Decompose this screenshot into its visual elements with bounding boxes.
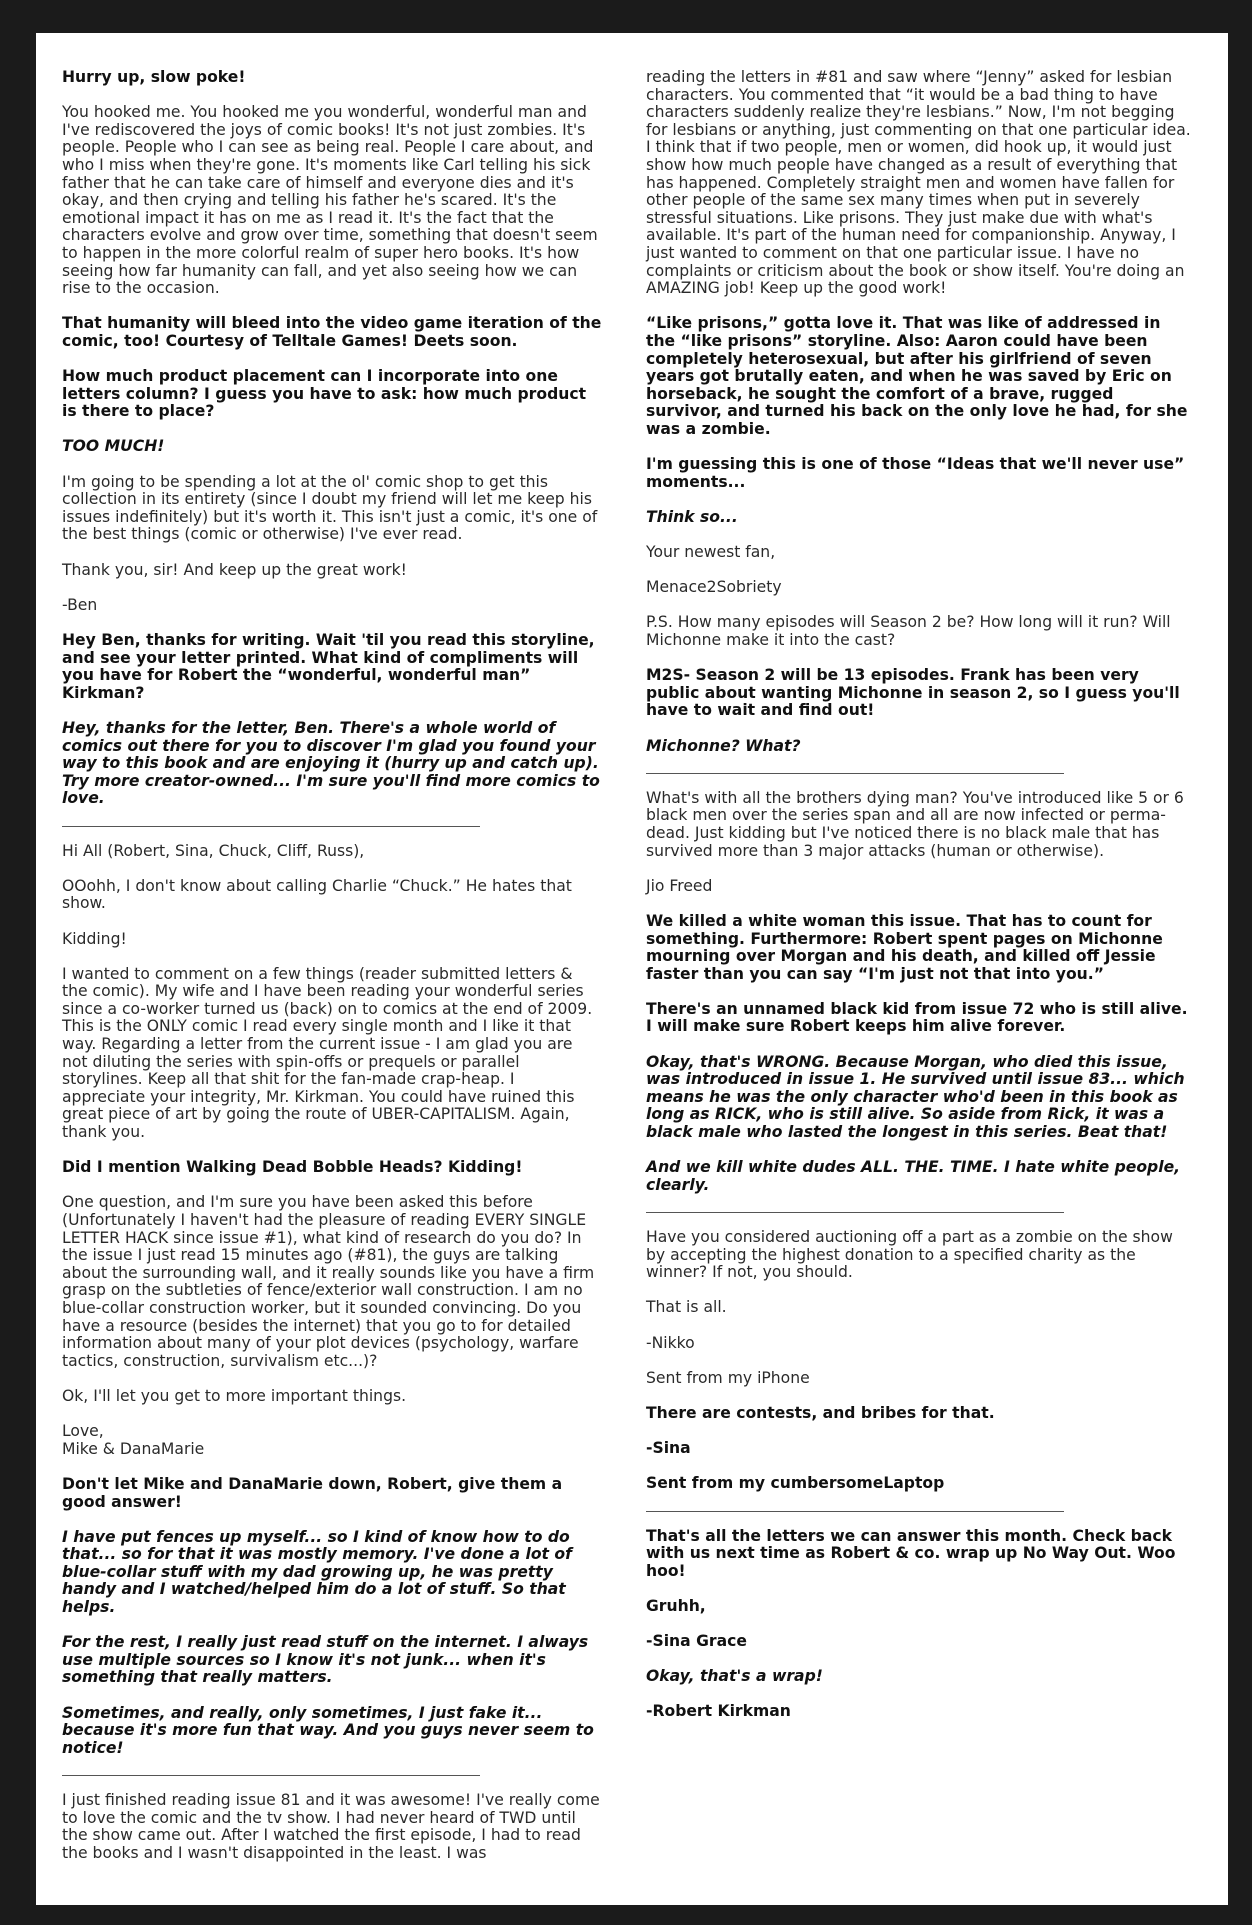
reply-paragraph: I'm guessing this is one of those “Ideas that we'll never use” moments...	[646, 455, 1185, 491]
section-divider	[62, 826, 480, 827]
reply-paragraph: How much product placement can I incorporate into one letters column? I guess you have to ask: how much product is there to place?	[62, 367, 587, 421]
letter-paragraph: Kidding!	[62, 929, 127, 948]
letter-paragraph: I'm going to be spending a lot at the ol' comic shop to get this collection in its entirety (since I doubt my friend will let me keep his issues indefinitely) but it's worth it. This isn't just a comic, it's one of the best things (comic or otherwise) I've ever read.	[62, 472, 598, 544]
reply-paragraph: For the rest, I really just read stuff on the internet. I always use multiple sources so I know it's not junk... when it's something that really matters.	[62, 1633, 589, 1687]
reply-paragraph: -Sina	[646, 1439, 691, 1458]
reply-paragraph: Don't let Mike and DanaMarie down, Robert, give them a good answer!	[62, 1474, 563, 1511]
letter-paragraph: Jio Freed	[646, 876, 713, 895]
reply-paragraph: Okay, that's WRONG. Because Morgan, who died this issue, was introduced in issue 1. He survived until issue 83... which means he was the only character who'd been in this book as long as RICK, who is still alive. So aside from Rick, it was a black male who lasted the longest in this series. Beat that!	[646, 1052, 1185, 1142]
letter-paragraph: What's with all the brothers dying man? You've introduced like 5 or 6 black men over the series span and all are now infected or perma-dead. Just kidding but I've noticed there is no black male that has survived more than 3 major attacks (human or otherwise).	[646, 788, 1184, 860]
reply-paragraph: Sent from my cumbersomeLaptop	[646, 1474, 945, 1493]
reply-paragraph: Hey, thanks for the letter, Ben. There's a whole world of comics out there for you to discover I'm glad you found your way to this book and are enjoying it (hurry up and catch up). Try more creator-owned... I'm sure you'll find more comics to love.	[62, 718, 600, 808]
reply-paragraph: That's all the letters we can answer this month. Check back with us next time as Robert & co. wrap up No Way Out. Woo hoo!	[646, 1526, 1176, 1580]
letter-paragraph: Thank you, sir! And keep up the great work!	[62, 560, 407, 579]
reply-paragraph: -Robert Kirkman	[646, 1702, 791, 1721]
reply-paragraph: Hurry up, slow poke!	[62, 68, 246, 86]
letter-paragraph: Hi All (Robert, Sina, Chuck, Cliff, Russ),	[62, 841, 365, 860]
reply-paragraph: TOO MUCH!	[62, 437, 165, 456]
reply-paragraph: I have put fences up myself... so I kind of know how to do that... so for that it was mostly memory. I've done a lot of blue-collar stuff with my dad growing up, he was pretty handy and I watched/helped him do a lot of stuff. So that helps.	[62, 1527, 572, 1617]
letter-paragraph: I just finished reading issue 81 and it was awesome! I've really come to love the comic and the tv show. I had never heard of TWD until the show came out. After I watched the first episode, I had to read the books and I wasn't disappointed in the least. I was	[62, 1791, 600, 1862]
reply-paragraph: We killed a white woman this issue. That has to count for something. Furthermore: Robert spent pages on Michonne mourning over Morgan and his death, and killed off Jessie faster than you can say “I'm just not that into you.”	[646, 911, 1163, 983]
letter-paragraph: Ok, I'll let you get to more important things.	[62, 1386, 407, 1405]
reply-paragraph: And we kill white dudes ALL. THE. TIME. I hate white people, clearly.	[646, 1158, 1181, 1194]
letter-paragraph: Love, Mike & DanaMarie	[62, 1422, 205, 1458]
reply-paragraph: Okay, that's a wrap!	[646, 1667, 823, 1686]
letter-paragraph: OOohh, I don't know about calling Charlie “Chuck.” He hates that show.	[62, 876, 572, 913]
letter-paragraph: P.S. How many episodes will Season 2 be? How long will it run? Will Michonne make it into the cast?	[646, 613, 1171, 649]
right-column	[646, 69, 1194, 1739]
letters-page	[36, 33, 1228, 1905]
letter-paragraph: -Nikko	[646, 1333, 695, 1352]
reply-paragraph: There's an unnamed black kid from issue 72 who is still alive. I will make sure Robert keeps him alive forever.	[646, 999, 1188, 1036]
reply-paragraph: Hey Ben, thanks for writing. Wait 'til you read this storyline, and see your letter printed. What kind of compliments will you have for Robert the “wonderful, wonderful man” Kirkman?	[62, 631, 595, 702]
reply-paragraph: M2S- Season 2 will be 13 episodes. Frank has been very public about wanting Michonne in season 2, so I guess you'll have to wait and find out!	[646, 666, 1180, 720]
reply-paragraph: Michonne? What?	[646, 736, 801, 755]
letter-paragraph: Have you considered auctioning off a part as a zombie on the show by accepting the highest donation to a specified charity as the winner? If not, you should.	[646, 1228, 1173, 1282]
letter-paragraph: I wanted to comment on a few things (reader submitted letters & the comic). My wife and I have been reading your wonderful series since a co-worker turned us (back) on to comics at the end of 2009. This is the ONLY comic I read every single month and I like it that way. Regarding a letter from the current issue - I am glad you are not diluting the series with spin-offs or prequels or parallel storylines. Keep all that shit for the fan-made crap-heap. I appreciate your integrity, Mr. Kirkman. You could have ruined this great piece of art by going the route of UBER-CAPITALISM. Again, thank you.	[62, 964, 593, 1142]
reply-paragraph: That humanity will bleed into the video game iteration of the comic, too! Courtesy of Telltale Games! Deets soon.	[62, 314, 602, 350]
letter-paragraph: That is all.	[646, 1298, 727, 1317]
reply-paragraph: “Like prisons,” gotta love it. That was like of addressed in the “like prisons” storyline. Also: Aaron could have been completely heterosexual, but after his girlfriend of seven years got brutally eaten, and when he was saved by Eric on horseback, he sought the comfort of a brave, rugged survivor, and turned his back on the only love he had, for she was a zombie.	[646, 314, 1188, 438]
reply-paragraph: Think so...	[646, 507, 738, 526]
reply-paragraph: Did I mention Walking Dead Bobble Heads? Kidding!	[62, 1158, 523, 1177]
section-divider	[646, 1212, 1064, 1213]
reply-paragraph: There are contests, and bribes for that.	[646, 1403, 995, 1422]
section-divider	[646, 1511, 1064, 1512]
letter-paragraph: You hooked me. You hooked me you wonderful, wonderful man and I've rediscovered the joys of comic books! It's not just zombies. It's people. People who I can see as being real. People I care about, and who I miss when they're gone. It's moments like Carl telling his sick father that he can take care of himself and everyone dies and it's okay, and then crying and telling his father he's scared. It's the emotional impact it has on me as I read it. It's the fact that the characters evolve and grow over time, something that doesn't seem to happen in the more colorful realm of super hero books. It's how seeing how far humanity can fall, and yet also seeing how we can rise to the occasion.	[62, 103, 598, 298]
reply-paragraph: Gruhh,	[646, 1596, 706, 1615]
letter-paragraph: Your newest fan,	[646, 543, 776, 562]
letter-paragraph: One question, and I'm sure you have been asked this before (Unfortunately I haven't had the pleasure of reading EVERY SINGLE LETTER HACK since issue #1), what kind of research do you do? In the issue I just read 15 minutes ago (#81), the guys are talking about the surrounding wall, and it really sounds like you have a firm grasp on the subtleties of fence/exterior wall construction. I am no blue-collar construction worker, but it sounded convincing. Do you have a resource (besides the internet) that you go to for detailed information about many of your plot devices (psychology, warfare tactics, construction, survivalism etc...)?	[62, 1193, 595, 1370]
section-divider	[646, 773, 1064, 774]
reply-paragraph: -Sina Grace	[646, 1632, 747, 1651]
reply-paragraph: Sometimes, and really, only sometimes, I just fake it... because it's more fun that way. And you guys never seem to notice!	[62, 1703, 594, 1757]
letter-paragraph: Sent from my iPhone	[646, 1368, 810, 1387]
letter-paragraph: Menace2Sobriety	[646, 578, 782, 597]
section-divider	[62, 1775, 480, 1776]
left-column	[62, 69, 602, 1880]
letter-paragraph: -Ben	[62, 595, 98, 614]
letter-paragraph: reading the letters in #81 and saw where “Jenny” asked for lesbian characters. You commented that “it would be a bad thing to have characters suddenly realize they're lesbians.” Now, I'm not begging for lesbians or anything, just commenting on that one particular idea. I think that if two people, men or women, did hook up, it would just show how much people have changed as a result of everything that has happened. Completely straight men and women have fallen for other people of the same sex many times when put in severely stressful situations. Like prisons. They just make due with what's available. It's part of the human need for companionship. Anyway, I just wanted to comment on that one particular issue. I have no complaints or criticism about the book or show itself. You're doing an AMAZING job! Keep up the good work!	[646, 68, 1191, 298]
